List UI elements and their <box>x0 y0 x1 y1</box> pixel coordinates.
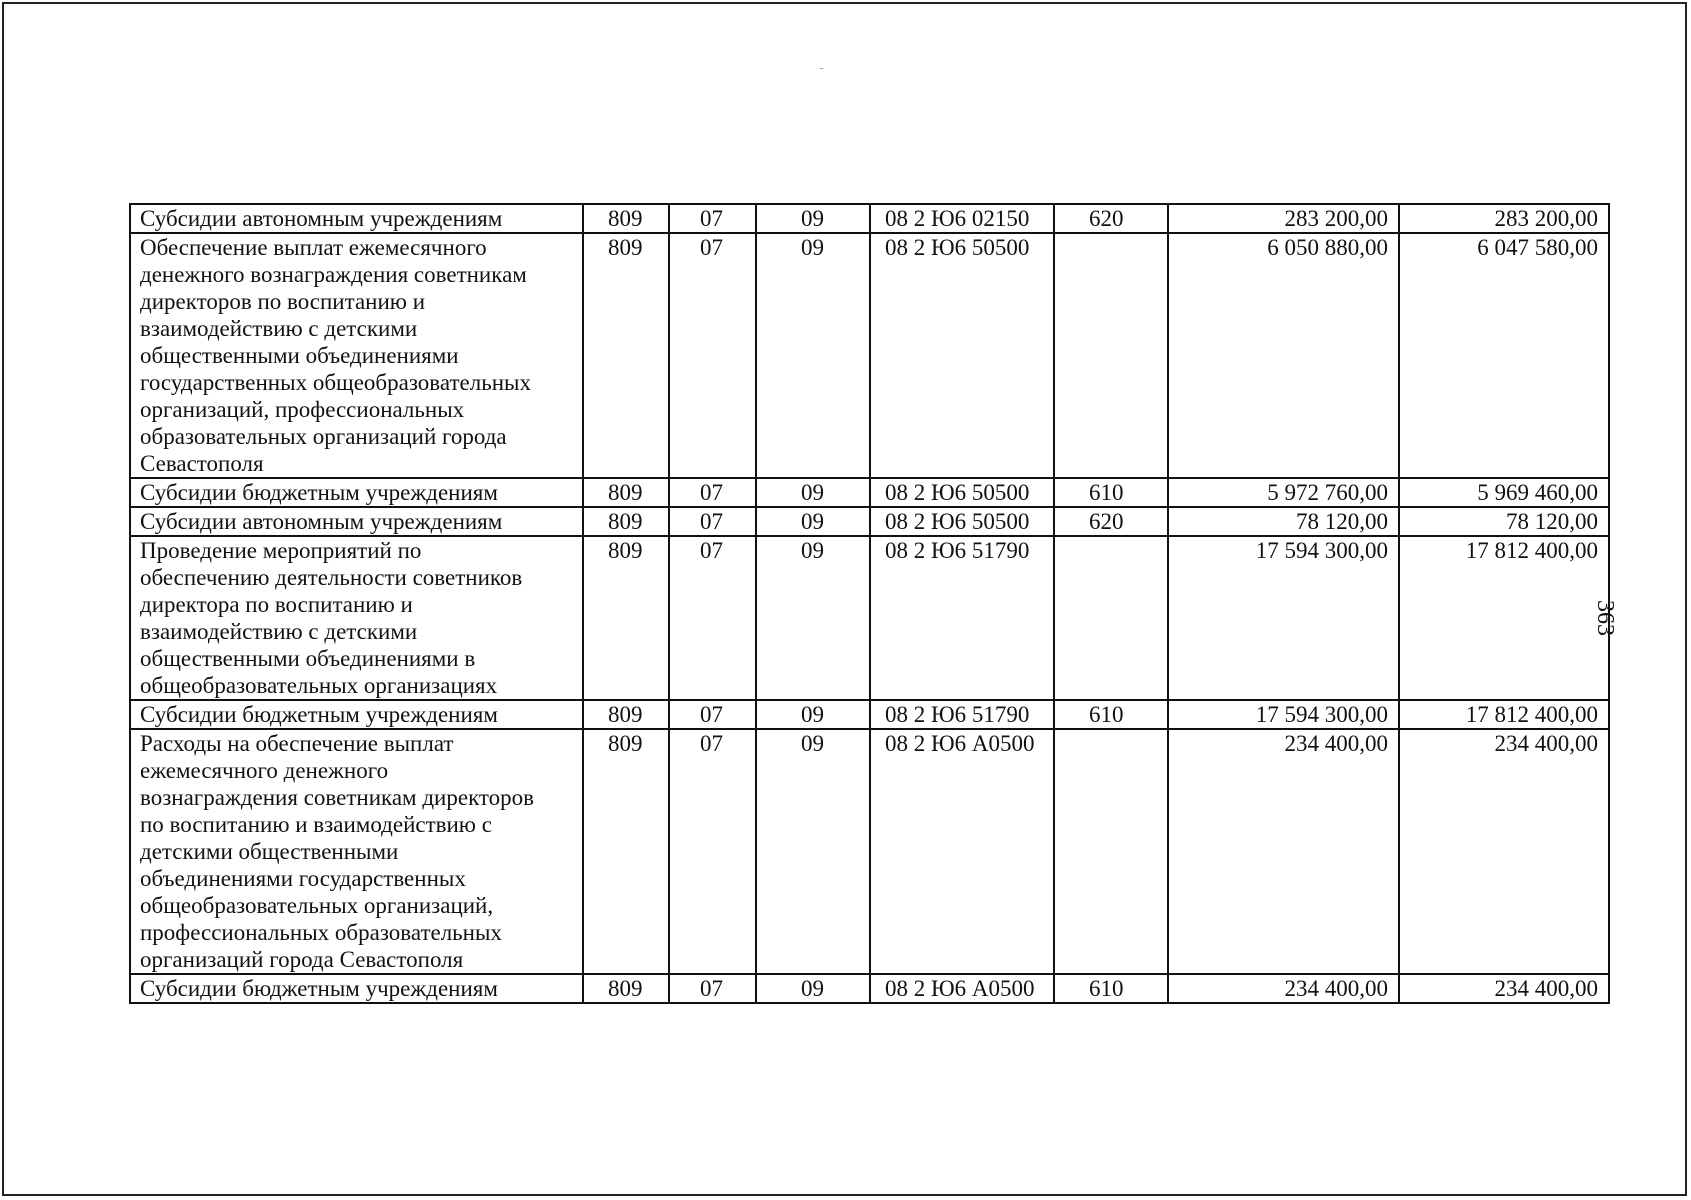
row-csr: 08 2 Ю6 А0500 <box>870 974 1054 1003</box>
row-grbs: 809 <box>583 536 669 700</box>
table-row <box>130 507 1609 536</box>
table-row <box>130 204 1609 233</box>
row-grbs: 809 <box>583 974 669 1003</box>
row-name: Проведение мероприятий по обеспечению деятельности советников директора по воспитанию и взаимодействию с детскими общественными объединениями в общеобразовательных организациях <box>130 536 583 700</box>
budget-table <box>129 203 1610 1004</box>
row-name: Субсидии бюджетным учреждениям <box>130 478 583 507</box>
row-amount-1: 5 972 760,00 <box>1168 478 1399 507</box>
row-pr: 09 <box>756 507 870 536</box>
row-amount-1: 17 594 300,00 <box>1168 536 1399 700</box>
row-vr: 610 <box>1054 974 1168 1003</box>
row-grbs: 809 <box>583 507 669 536</box>
row-amount-1: 78 120,00 <box>1168 507 1399 536</box>
row-name: Субсидии автономным учреждениям <box>130 507 583 536</box>
row-name: Обеспечение выплат ежемесячного денежного вознаграждения советникам директоров по воспитанию и взаимодействию с детскими общественными объединениями государственных общеобразовательных организаций, профессиональных образовательных организаций города Севастополя <box>130 233 583 478</box>
table-row <box>130 478 1609 507</box>
row-csr: 08 2 Ю6 51790 <box>870 536 1054 700</box>
row-amount-2: 283 200,00 <box>1399 204 1609 233</box>
row-amount-2: 234 400,00 <box>1399 729 1609 974</box>
row-rz: 07 <box>669 204 756 233</box>
row-pr: 09 <box>756 974 870 1003</box>
row-rz: 07 <box>669 507 756 536</box>
row-rz: 07 <box>669 536 756 700</box>
table-row <box>130 536 1609 700</box>
row-pr: 09 <box>756 700 870 729</box>
table-row <box>130 700 1609 729</box>
row-csr: 08 2 Ю6 02150 <box>870 204 1054 233</box>
row-rz: 07 <box>669 729 756 974</box>
row-pr: 09 <box>756 233 870 478</box>
row-pr: 09 <box>756 204 870 233</box>
table-row <box>130 233 1609 478</box>
row-amount-2: 234 400,00 <box>1399 974 1609 1003</box>
row-amount-2: 17 812 400,00 <box>1399 536 1609 700</box>
row-csr: 08 2 Ю6 50500 <box>870 478 1054 507</box>
row-csr: 08 2 Ю6 50500 <box>870 233 1054 478</box>
table-row <box>130 729 1609 974</box>
row-grbs: 809 <box>583 233 669 478</box>
row-vr: 610 <box>1054 478 1168 507</box>
row-grbs: 809 <box>583 478 669 507</box>
row-csr: 08 2 Ю6 51790 <box>870 700 1054 729</box>
row-csr: 08 2 Ю6 А0500 <box>870 729 1054 974</box>
row-name: Субсидии бюджетным учреждениям <box>130 974 583 1003</box>
scan-speck <box>820 68 823 69</box>
row-vr <box>1054 233 1168 478</box>
row-grbs: 809 <box>583 729 669 974</box>
row-name: Субсидии бюджетным учреждениям <box>130 700 583 729</box>
row-vr: 620 <box>1054 507 1168 536</box>
row-grbs: 809 <box>583 700 669 729</box>
row-vr <box>1054 536 1168 700</box>
row-amount-2: 78 120,00 <box>1399 507 1609 536</box>
row-pr: 09 <box>756 729 870 974</box>
table-row <box>130 974 1609 1003</box>
row-vr: 620 <box>1054 204 1168 233</box>
row-rz: 07 <box>669 700 756 729</box>
row-name: Расходы на обеспечение выплат ежемесячного денежного вознаграждения советникам директоров по воспитанию и взаимодействию с детскими общественными объединениями государственных общеобразовательных организаций, профессиональных образовательных организаций города Севастополя <box>130 729 583 974</box>
row-pr: 09 <box>756 478 870 507</box>
row-amount-2: 5 969 460,00 <box>1399 478 1609 507</box>
row-amount-1: 17 594 300,00 <box>1168 700 1399 729</box>
row-amount-1: 6 050 880,00 <box>1168 233 1399 478</box>
row-csr: 08 2 Ю6 50500 <box>870 507 1054 536</box>
row-name: Субсидии автономным учреждениям <box>130 204 583 233</box>
row-amount-2: 6 047 580,00 <box>1399 233 1609 478</box>
row-pr: 09 <box>756 536 870 700</box>
page-number: 363 <box>1592 600 1618 636</box>
row-vr: 610 <box>1054 700 1168 729</box>
row-amount-2: 17 812 400,00 <box>1399 700 1609 729</box>
row-rz: 07 <box>669 974 756 1003</box>
row-grbs: 809 <box>583 204 669 233</box>
row-amount-1: 283 200,00 <box>1168 204 1399 233</box>
row-rz: 07 <box>669 233 756 478</box>
row-rz: 07 <box>669 478 756 507</box>
row-amount-1: 234 400,00 <box>1168 729 1399 974</box>
row-vr <box>1054 729 1168 974</box>
row-amount-1: 234 400,00 <box>1168 974 1399 1003</box>
